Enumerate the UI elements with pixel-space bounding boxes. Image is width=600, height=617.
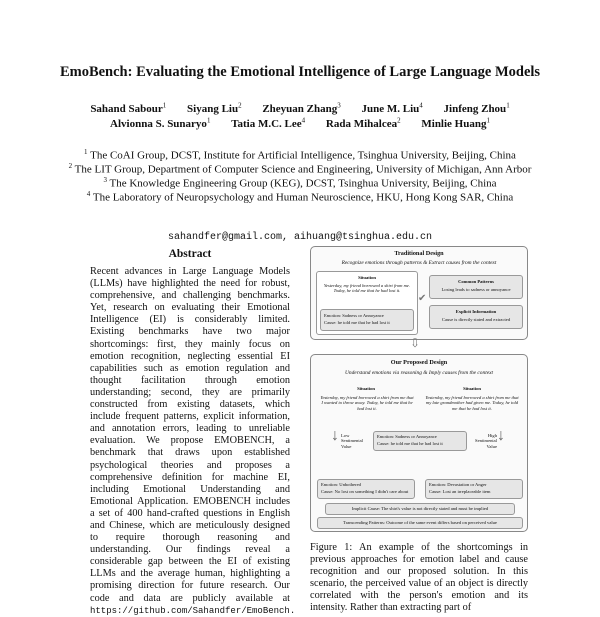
left-result-box: [317, 479, 415, 499]
situation-text: Yesterday, my friend borrowed a shirt from me. Today, he told me that he had lost it.: [323, 283, 411, 294]
implicit-cause-text: Implicit Cause: The shirt's value is not directly stated and must be implied: [351, 506, 489, 511]
author-emails: sahandfer@gmail.com, aihuang@tsinghua.edu.cn: [167, 232, 433, 243]
transcending-patterns-box: [317, 517, 523, 529]
author: Siyang Liu$^2$: [187, 101, 242, 115]
proposed-subtitle: Understand emotions via reasoning & Imply causes from the context: [345, 370, 493, 376]
high-value-label: High Sentimental Value: [475, 433, 497, 449]
proposed-emotion-box: [373, 431, 467, 451]
common-patterns-text: Losing leads to sadness or annoyance: [441, 287, 511, 292]
abstract-body: Recent advances in Large Language Models (LLMs) have highlighted the need for robust, comprehensive, and challenging benchmarks. Yet, research on evaluating their Emotional Intelligence (EI) is considerably limited. Existing benchmarks have two major shortcomings: first, they mainly focus on emotion recognition, neglecting essential EI capabilities such as emotion regulation and thought facilitation through emotion understanding; second, they are primarily constructed from existing datasets, which include frequent patterns, explicit information, and annotation errors, leading to unreliable evaluation. We propose EMOBENCH, a benchmark that draws upon established psychological theories and proposes a comprehensive definition for machine EI, including Emotional Understanding and Emotional Application. EMOBENCH includes a set of 400 hand-crafted questions in English and Chinese, which are meticulously designed to require thorough reasoning and understanding. Our findings reveal a considerable gap between the EI of existing LLMs and the average human, highlighting a promising direction for future research. Our code and data are publicly available at https://github.com/Sahandfer/EmoBench.: [90, 266, 296, 616]
code-link[interactable]: https://github.com/Sahandfer/EmoBench.: [90, 605, 296, 616]
affiliation: $^2$ The LIT Group, Department of Computer Science and Engineering, University of Michigan, Ann Arbor: [68, 162, 532, 176]
author-line-2: [0, 116, 600, 130]
author: Sahand Sabour$^1$: [90, 101, 167, 115]
implicit-cause-box: [325, 503, 515, 515]
author-line-1: [0, 101, 600, 115]
proposed-title: Our Proposed Design: [390, 359, 448, 366]
author: Alvionna S. Sunaryo$^1$: [110, 116, 211, 130]
affiliation: $^3$ The Knowledge Engineering Group (KEG), DCST, Tsinghua University, Beijing, China: [103, 176, 497, 190]
author: Rada Mihalcea$^2$: [325, 116, 401, 130]
emotion-label: Emotion: Devastation or Anger: [429, 482, 487, 487]
explicit-information-box: [429, 305, 523, 329]
explicit-information-title: Explicit Information: [455, 309, 497, 314]
transcending-patterns-text: Transcending Patterns: Outcome of the same event differs based on perceived value: [343, 520, 497, 525]
emotion-label: Emotion: Sadness or Annoyance: [377, 434, 437, 439]
cause-label: Cause: he told me that he had lost it: [377, 441, 443, 446]
author: Tatia M.C. Lee$^4$: [231, 116, 306, 130]
right-situation-text: Yesterday, my friend borrowed a shirt from me that my late grandmother had given me. Today, he told me that he had lost it.: [425, 395, 519, 411]
author: Jinfeng Zhou$^1$: [443, 101, 510, 115]
figure-caption: Figure 1: An example of the shortcomings in previous approaches for emotion label and cause recognition and our proposed solution. In this scenario, the perceived value of an object is directly correlated with the person's emotion and its intensity. Rather than extracting part of: [310, 542, 528, 614]
cause-label: Cause: he told me that he had lost it: [324, 320, 390, 325]
left-situation-text: Yesterday, my friend borrowed a shirt from me that I wanted to throw away. Today, he told me that he had lost it.: [320, 395, 414, 411]
figure-1: [310, 246, 528, 531]
left-down-arrow-icon: ↓: [331, 427, 339, 444]
common-patterns-box: [429, 275, 523, 299]
situation-label: Situation: [358, 275, 376, 280]
emotion-label: Emotion: Unbothered: [321, 482, 361, 487]
down-arrow-icon: ⇩: [410, 336, 421, 350]
abstract-heading: Abstract: [168, 248, 212, 260]
traditional-subtitle: Recognize emotions through patterns & Extract causes from the context: [341, 260, 497, 266]
author: Zheyuan Zhang$^3$: [262, 101, 341, 115]
left-situation-label: Situation: [357, 386, 375, 391]
traditional-title: Traditional Design: [394, 250, 444, 257]
check-icon: ✔: [418, 293, 427, 304]
proposed-design-panel: [310, 354, 528, 532]
author: Minlie Huang$^1$: [421, 116, 490, 130]
traditional-situation-box: [316, 271, 418, 335]
affiliation: $^1$ The CoAI Group, DCST, Institute for Artificial Intelligence, Tsinghua University, Beijing, China: [84, 148, 516, 162]
traditional-emotion-box: [320, 309, 414, 331]
author: June M. Liu$^4$: [361, 101, 423, 115]
low-value-label: Low Sentimental Value: [341, 433, 363, 449]
cause-label: Cause: Lost an irreplaceable item: [429, 489, 491, 494]
cause-label: Cause: No lost on something I didn't care about: [321, 489, 409, 494]
paper-title: EmoBench: Evaluating the Emotional Intelligence of Large Language Models: [59, 64, 541, 80]
right-down-arrow-icon: ↓: [497, 427, 505, 444]
right-situation-label: Situation: [463, 386, 481, 391]
emotion-label: Emotion: Sadness or Annoyance: [324, 313, 384, 318]
explicit-information-text: Cause is directly stated and extracted: [441, 317, 511, 322]
affiliation: $^4$ The Laboratory of Neuropsychology and Human Neuroscience, HKU, Hong Kong SAR, China: [86, 190, 514, 204]
common-patterns-title: Common Patterns: [458, 279, 494, 284]
right-result-box: [425, 479, 523, 499]
traditional-design-panel: [310, 246, 528, 340]
